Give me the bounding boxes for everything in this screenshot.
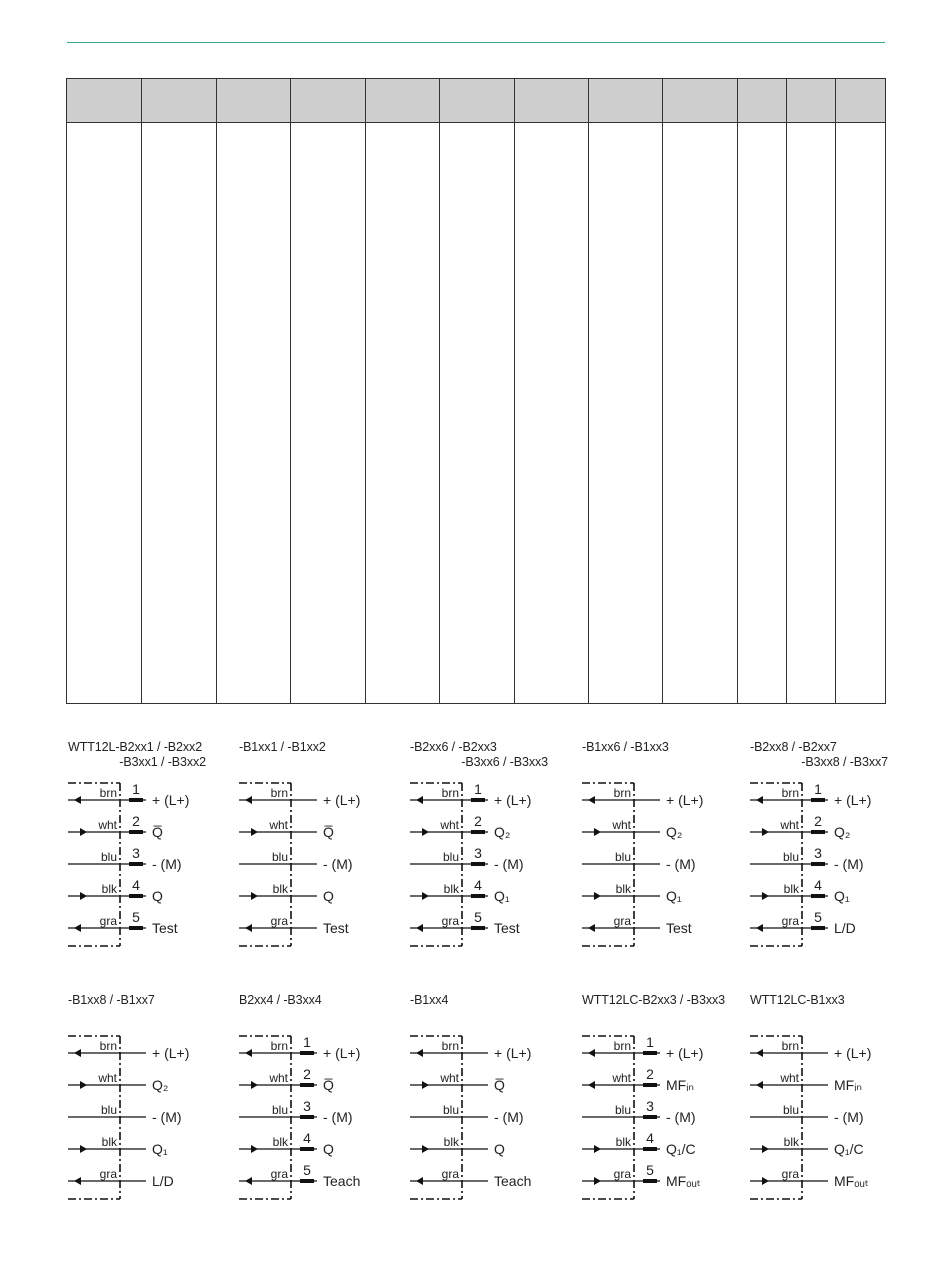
pin-number: 5 <box>303 1162 311 1178</box>
wire-color-label: wht <box>612 818 631 832</box>
pin-number: 5 <box>814 909 822 925</box>
diagram-title: -B1xx6 / -B1xx3 <box>582 740 669 754</box>
diagram-subtitle: -B3xx1 / -B3xx2 <box>119 755 206 769</box>
signal-label: Test <box>152 920 178 936</box>
signal-label: + (L+) <box>152 1045 190 1061</box>
wire-color-label: gra <box>441 914 459 928</box>
wire-color-label: blu <box>614 850 631 864</box>
arrow-out-icon <box>74 1177 81 1185</box>
pin-number: 3 <box>132 845 140 861</box>
pin-number: 2 <box>646 1066 654 1082</box>
signal-label: Teach <box>323 1173 361 1189</box>
signal-label: Q₁ <box>152 1141 168 1157</box>
arrow-in-icon <box>594 828 601 836</box>
wire-color-label: wht <box>440 1071 459 1085</box>
arrow-out-icon <box>756 796 763 804</box>
wire-color-label: blu <box>271 1103 288 1117</box>
arrow-out-icon <box>588 1081 595 1089</box>
diagram-title: -B2xx6 / -B2xx3 <box>410 740 497 754</box>
pin-terminal <box>129 862 143 866</box>
table-header-cell <box>142 79 217 123</box>
signal-label: Q̅ <box>323 1077 334 1093</box>
pin-number: 4 <box>132 877 140 893</box>
pin-terminal <box>300 1147 314 1151</box>
wire-color-label: gra <box>781 914 799 928</box>
wire-color-label: brn <box>781 1039 799 1053</box>
connection-diagram <box>582 740 757 965</box>
pin-terminal <box>129 830 143 834</box>
table-cell <box>787 123 836 704</box>
signal-label: - (M) <box>666 856 696 872</box>
table-header-cell <box>836 79 886 123</box>
arrow-out-icon <box>416 1049 423 1057</box>
wire-color-label: gra <box>270 1167 288 1181</box>
arrow-out-icon <box>245 1049 252 1057</box>
signal-label: - (M) <box>834 1109 864 1125</box>
wire-color-label: blu <box>100 850 117 864</box>
wire-color-label: brn <box>441 1039 459 1053</box>
wire-color-label: wht <box>269 818 288 832</box>
signal-label: + (L+) <box>323 792 361 808</box>
connection-diagram <box>750 993 925 1218</box>
wire-color-label: gra <box>613 1167 631 1181</box>
arrow-in-icon <box>594 1145 601 1153</box>
wire-color-label: blu <box>614 1103 631 1117</box>
pin-number: 2 <box>132 813 140 829</box>
signal-label: Q₁/C <box>666 1141 696 1157</box>
wire-color-label: brn <box>781 786 799 800</box>
diagram-title: -B2xx8 / -B2xx7 <box>750 740 837 754</box>
pin-terminal <box>471 926 485 930</box>
pin-number: 5 <box>474 909 482 925</box>
wire-color-label: gra <box>781 1167 799 1181</box>
signal-label: + (L+) <box>666 1045 704 1061</box>
signal-label: - (M) <box>323 856 353 872</box>
arrow-in-icon <box>80 828 87 836</box>
signal-label: + (L+) <box>666 792 704 808</box>
connection-diagram <box>582 993 757 1218</box>
signal-label: Q₂ <box>834 824 851 840</box>
wire-color-label: wht <box>440 818 459 832</box>
arrow-in-icon <box>762 892 769 900</box>
wire-color-label: blu <box>782 1103 799 1117</box>
pin-number: 1 <box>646 1034 654 1050</box>
arrow-out-icon <box>74 924 81 932</box>
signal-label: Test <box>494 920 520 936</box>
specification-table <box>66 78 886 704</box>
arrow-out-icon <box>588 1049 595 1057</box>
wire-color-label: blu <box>782 850 799 864</box>
pin-number: 2 <box>303 1066 311 1082</box>
signal-label: - (M) <box>152 1109 182 1125</box>
pin-terminal <box>643 1083 657 1087</box>
pin-number: 4 <box>646 1130 654 1146</box>
signal-label: Q <box>152 888 163 904</box>
wiring-schematic <box>239 993 414 1218</box>
wire-color-label: blk <box>101 1135 117 1149</box>
wire-color-label: gra <box>270 914 288 928</box>
arrow-in-icon <box>762 1177 769 1185</box>
pin-terminal <box>129 798 143 802</box>
pin-number: 5 <box>132 909 140 925</box>
arrow-out-icon <box>416 924 423 932</box>
wire-color-label: gra <box>441 1167 459 1181</box>
arrow-in-icon <box>251 892 258 900</box>
pin-terminal <box>300 1051 314 1055</box>
wire-color-label: wht <box>269 1071 288 1085</box>
wire-color-label: blk <box>443 1135 459 1149</box>
signal-label: Q₂ <box>152 1077 169 1093</box>
pin-terminal <box>471 894 485 898</box>
connection-diagram <box>239 993 414 1218</box>
wire-color-label: blu <box>442 850 459 864</box>
signal-label: MFᵢₙ <box>666 1077 694 1093</box>
pin-terminal <box>643 1115 657 1119</box>
table-cell <box>589 123 663 704</box>
table-row <box>67 123 886 704</box>
wiring-schematic <box>239 740 414 965</box>
signal-label: Test <box>323 920 349 936</box>
signal-label: - (M) <box>494 1109 524 1125</box>
pin-number: 2 <box>474 813 482 829</box>
wire-color-label: gra <box>99 914 117 928</box>
pin-number: 1 <box>303 1034 311 1050</box>
diagram-subtitle: -B3xx8 / -B3xx7 <box>801 755 888 769</box>
arrow-in-icon <box>80 1081 87 1089</box>
wire-color-label: blk <box>783 882 799 896</box>
pin-terminal <box>300 1115 314 1119</box>
diagram-title: B2xx4 / -B3xx4 <box>239 993 322 1007</box>
signal-label: Q̅ <box>323 824 334 840</box>
pin-number: 1 <box>474 781 482 797</box>
table-header-cell <box>217 79 291 123</box>
diagram-title: -B1xx1 / -B1xx2 <box>239 740 326 754</box>
connection-diagram <box>239 740 414 965</box>
pin-terminal <box>471 798 485 802</box>
wire-color-label: wht <box>780 1071 799 1085</box>
diagram-title: -B1xx4 <box>410 993 449 1007</box>
arrow-out-icon <box>74 1049 81 1057</box>
signal-label: Q₁ <box>666 888 682 904</box>
wire-color-label: blu <box>100 1103 117 1117</box>
signal-label: + (L+) <box>323 1045 361 1061</box>
arrow-out-icon <box>756 1049 763 1057</box>
signal-label: L/D <box>152 1173 174 1189</box>
wire-color-label: brn <box>613 1039 631 1053</box>
wire-color-label: brn <box>613 786 631 800</box>
arrow-out-icon <box>588 924 595 932</box>
table-header-cell <box>67 79 142 123</box>
pin-number: 1 <box>132 781 140 797</box>
signal-label: Q₂ <box>494 824 511 840</box>
wiring-schematic <box>750 993 925 1218</box>
pin-terminal <box>811 894 825 898</box>
arrow-out-icon <box>756 924 763 932</box>
arrow-out-icon <box>245 796 252 804</box>
diagram-title: -B1xx8 / -B1xx7 <box>68 993 155 1007</box>
arrow-out-icon <box>588 796 595 804</box>
wire-color-label: blk <box>783 1135 799 1149</box>
table-header-row <box>67 79 886 123</box>
wire-color-label: wht <box>98 1071 117 1085</box>
wire-color-label: brn <box>99 1039 117 1053</box>
signal-label: - (M) <box>834 856 864 872</box>
arrow-in-icon <box>251 1145 258 1153</box>
pin-terminal <box>811 862 825 866</box>
wire-color-label: blk <box>101 882 117 896</box>
table-cell <box>291 123 366 704</box>
pin-terminal <box>643 1051 657 1055</box>
wire-color-label: gra <box>613 914 631 928</box>
pin-terminal <box>300 1179 314 1183</box>
table-header-cell <box>589 79 663 123</box>
wire-color-label: wht <box>780 818 799 832</box>
arrow-out-icon <box>416 796 423 804</box>
signal-label: MFₒᵤₜ <box>834 1173 869 1189</box>
table-header-cell <box>366 79 440 123</box>
pin-terminal <box>471 862 485 866</box>
arrow-in-icon <box>594 1177 601 1185</box>
wire-color-label: wht <box>98 818 117 832</box>
pin-number: 3 <box>474 845 482 861</box>
arrow-in-icon <box>80 892 87 900</box>
signal-label: Test <box>666 920 692 936</box>
pin-terminal <box>811 926 825 930</box>
arrow-in-icon <box>251 1081 258 1089</box>
arrow-in-icon <box>422 1145 429 1153</box>
wire-color-label: brn <box>270 786 288 800</box>
table-header-cell <box>291 79 366 123</box>
table-header-cell <box>663 79 738 123</box>
arrow-out-icon <box>416 1177 423 1185</box>
table-header-cell <box>787 79 836 123</box>
diagram-title: WTT12L-B2xx1 / -B2xx2 <box>68 740 203 754</box>
signal-label: Q̅ <box>494 1077 505 1093</box>
connection-diagram <box>68 993 243 1218</box>
table-cell <box>67 123 142 704</box>
table-cell <box>142 123 217 704</box>
wiring-schematic <box>582 740 757 965</box>
connection-diagram <box>410 740 585 965</box>
arrow-out-icon <box>756 1081 763 1089</box>
wiring-schematic <box>68 993 243 1218</box>
pin-number: 3 <box>646 1098 654 1114</box>
pin-number: 5 <box>646 1162 654 1178</box>
table-cell <box>836 123 886 704</box>
signal-label: Q₁ <box>834 888 850 904</box>
pin-number: 4 <box>474 877 482 893</box>
table-cell <box>366 123 440 704</box>
diagram-title: WTT12LC-B2xx3 / -B3xx3 <box>582 993 725 1007</box>
wire-color-label: blk <box>272 882 288 896</box>
arrow-in-icon <box>422 828 429 836</box>
pin-number: 4 <box>303 1130 311 1146</box>
table-cell <box>738 123 787 704</box>
arrow-in-icon <box>251 828 258 836</box>
table-cell <box>217 123 291 704</box>
diagram-title: WTT12LC-B1xx3 <box>750 993 845 1007</box>
wire-color-label: blk <box>615 1135 631 1149</box>
signal-label: + (L+) <box>834 1045 872 1061</box>
pin-terminal <box>129 894 143 898</box>
wire-color-label: blk <box>443 882 459 896</box>
table-cell <box>663 123 738 704</box>
signal-label: L/D <box>834 920 856 936</box>
arrow-out-icon <box>245 924 252 932</box>
signal-label: Q₂ <box>666 824 683 840</box>
table-header-cell <box>440 79 515 123</box>
arrow-in-icon <box>762 1145 769 1153</box>
arrow-in-icon <box>762 828 769 836</box>
table-header-cell <box>738 79 787 123</box>
wire-color-label: gra <box>99 1167 117 1181</box>
table-header-cell <box>515 79 589 123</box>
connection-diagram <box>68 740 243 965</box>
signal-label: Q <box>323 888 334 904</box>
signal-label: - (M) <box>152 856 182 872</box>
pin-number: 4 <box>814 877 822 893</box>
wiring-schematic <box>750 740 925 965</box>
wire-color-label: blk <box>272 1135 288 1149</box>
pin-terminal <box>811 798 825 802</box>
connection-diagram <box>410 993 585 1218</box>
pin-number: 2 <box>814 813 822 829</box>
pin-number: 3 <box>303 1098 311 1114</box>
header-rule <box>67 42 885 43</box>
table-cell <box>440 123 515 704</box>
arrow-in-icon <box>422 892 429 900</box>
signal-label: - (M) <box>494 856 524 872</box>
wiring-schematic <box>68 740 243 965</box>
pin-number: 3 <box>814 845 822 861</box>
wiring-schematic <box>410 993 585 1218</box>
arrow-out-icon <box>74 796 81 804</box>
arrow-in-icon <box>422 1081 429 1089</box>
wiring-schematic <box>582 993 757 1218</box>
wire-color-label: blk <box>615 882 631 896</box>
arrow-in-icon <box>594 892 601 900</box>
pin-terminal <box>811 830 825 834</box>
pin-terminal <box>643 1147 657 1151</box>
signal-label: + (L+) <box>494 792 532 808</box>
wire-color-label: blu <box>271 850 288 864</box>
signal-label: Teach <box>494 1173 532 1189</box>
wire-color-label: brn <box>441 786 459 800</box>
wire-color-label: brn <box>99 786 117 800</box>
table-cell <box>515 123 589 704</box>
arrow-out-icon <box>245 1177 252 1185</box>
signal-label: + (L+) <box>494 1045 532 1061</box>
signal-label: Q̅ <box>152 824 163 840</box>
pin-terminal <box>471 830 485 834</box>
signal-label: Q₁ <box>494 888 510 904</box>
wiring-schematic <box>410 740 585 965</box>
signal-label: Q₁/C <box>834 1141 864 1157</box>
wire-color-label: wht <box>612 1071 631 1085</box>
pin-terminal <box>300 1083 314 1087</box>
pin-terminal <box>643 1179 657 1183</box>
signal-label: - (M) <box>666 1109 696 1125</box>
wire-color-label: brn <box>270 1039 288 1053</box>
connection-diagram <box>750 740 925 965</box>
signal-label: - (M) <box>323 1109 353 1125</box>
signal-label: MFᵢₙ <box>834 1077 862 1093</box>
diagram-subtitle: -B3xx6 / -B3xx3 <box>461 755 548 769</box>
signal-label: Q <box>323 1141 334 1157</box>
signal-label: Q <box>494 1141 505 1157</box>
arrow-in-icon <box>80 1145 87 1153</box>
signal-label: + (L+) <box>152 792 190 808</box>
pin-terminal <box>129 926 143 930</box>
pin-number: 1 <box>814 781 822 797</box>
signal-label: + (L+) <box>834 792 872 808</box>
signal-label: MFₒᵤₜ <box>666 1173 701 1189</box>
wire-color-label: blu <box>442 1103 459 1117</box>
